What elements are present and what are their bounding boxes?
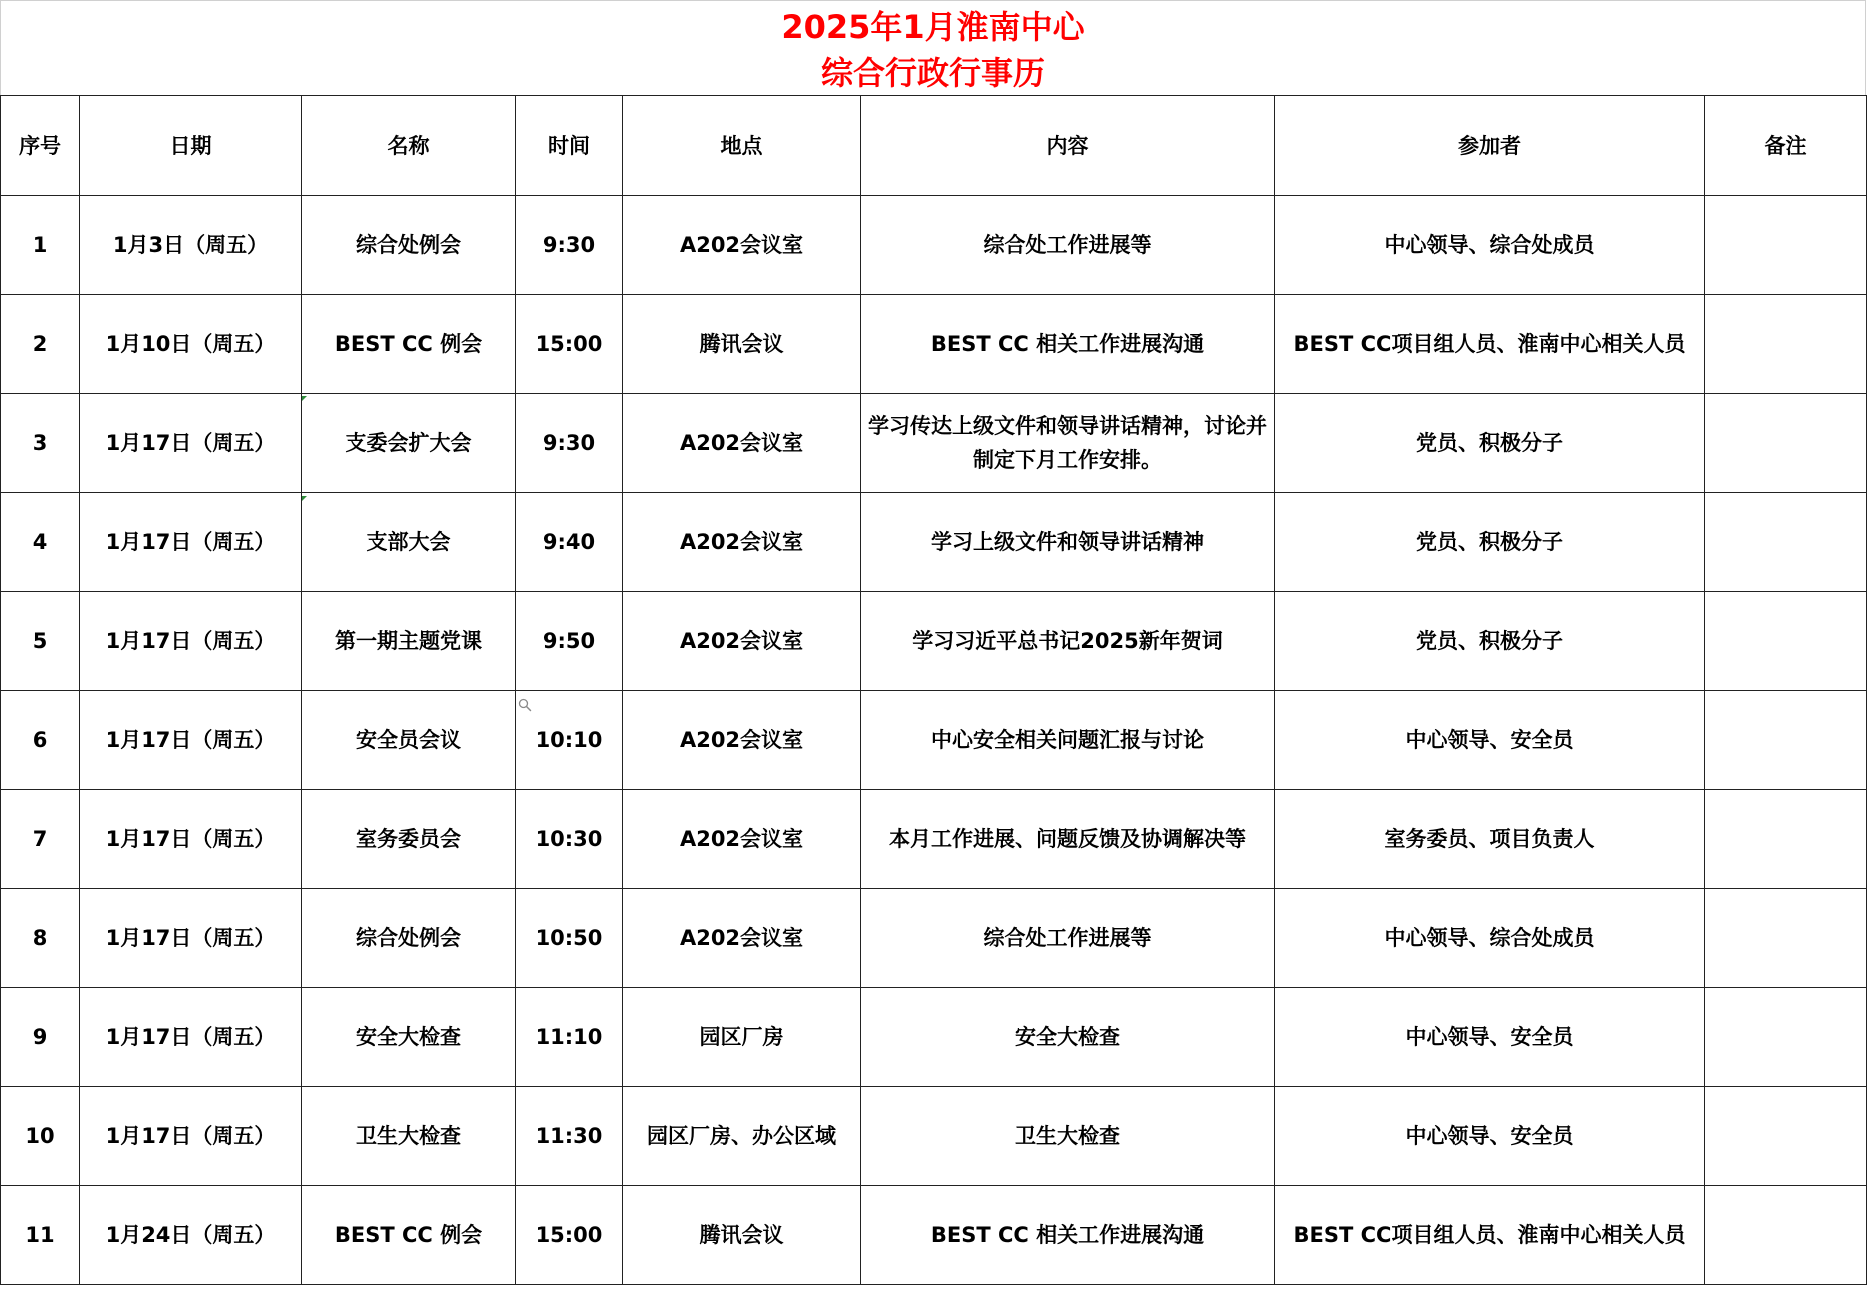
table-row xyxy=(1,592,1867,691)
header-col-index[interactable]: 序号 xyxy=(1,96,80,196)
cell-col-date[interactable]: 1月17日（周五） xyxy=(80,988,302,1087)
cell-col-index[interactable]: 7 xyxy=(1,790,80,889)
cell-col-location[interactable]: 园区厂房、办公区域 xyxy=(623,1087,861,1186)
cell-col-name[interactable]: 支部大会 xyxy=(302,493,516,592)
cell-col-date[interactable]: 1月17日（周五） xyxy=(80,889,302,988)
comment-marker-icon[interactable] xyxy=(302,396,307,401)
header-col-date[interactable]: 日期 xyxy=(80,96,302,196)
title-line-2: 综合行政行事历 xyxy=(820,54,1045,92)
header-col-time[interactable]: 时间 xyxy=(516,96,623,196)
cell-col-time[interactable]: 15:00 xyxy=(516,295,623,394)
title-line-1: 2025年1月淮南中心 xyxy=(781,8,1085,46)
cell-col-time[interactable]: 9:30 xyxy=(516,394,623,493)
cell-col-index[interactable]: 4 xyxy=(1,493,80,592)
cell-col-date[interactable]: 1月3日（周五） xyxy=(80,196,302,295)
cell-col-notes[interactable] xyxy=(1705,889,1867,988)
cell-col-date[interactable]: 1月17日（周五） xyxy=(80,394,302,493)
cell-col-name[interactable]: 卫生大检查 xyxy=(302,1087,516,1186)
cell-col-participants[interactable]: 室务委员、项目负责人 xyxy=(1275,790,1705,889)
table-row xyxy=(1,493,1867,592)
cell-col-content[interactable]: 综合处工作进展等 xyxy=(861,196,1275,295)
cell-col-location[interactable]: 园区厂房 xyxy=(623,988,861,1087)
cell-col-location[interactable]: A202会议室 xyxy=(623,790,861,889)
table-row xyxy=(1,196,1867,295)
table-row xyxy=(1,295,1867,394)
cell-col-location[interactable]: A202会议室 xyxy=(623,592,861,691)
comment-marker-icon[interactable] xyxy=(302,496,307,501)
cell-col-notes[interactable] xyxy=(1705,493,1867,592)
cell-col-participants[interactable]: 中心领导、安全员 xyxy=(1275,1087,1705,1186)
cell-col-time[interactable]: 9:50 xyxy=(516,592,623,691)
title-block xyxy=(0,0,1866,95)
header-col-participants[interactable]: 参加者 xyxy=(1275,96,1705,196)
cell-col-participants[interactable]: BEST CC项目组人员、淮南中心相关人员 xyxy=(1275,295,1705,394)
cell-col-time[interactable]: 11:30 xyxy=(516,1087,623,1186)
cell-col-date[interactable]: 1月17日（周五） xyxy=(80,691,302,790)
cell-col-location[interactable]: A202会议室 xyxy=(623,691,861,790)
cell-col-name[interactable]: 综合处例会 xyxy=(302,889,516,988)
cell-col-content[interactable]: 综合处工作进展等 xyxy=(861,889,1275,988)
cell-col-notes[interactable] xyxy=(1705,196,1867,295)
table-row xyxy=(1,1186,1867,1285)
cell-col-date[interactable]: 1月17日（周五） xyxy=(80,1087,302,1186)
cell-col-time[interactable]: 10:30 xyxy=(516,790,623,889)
cell-col-index[interactable]: 6 xyxy=(1,691,80,790)
cell-col-name[interactable]: 安全员会议 xyxy=(302,691,516,790)
cell-col-location[interactable]: A202会议室 xyxy=(623,493,861,592)
header-row xyxy=(1,96,1867,196)
cell-col-location[interactable]: 腾讯会议 xyxy=(623,1186,861,1285)
cell-col-notes[interactable] xyxy=(1705,790,1867,889)
cell-col-time[interactable]: 11:10 xyxy=(516,988,623,1087)
header-col-name[interactable]: 名称 xyxy=(302,96,516,196)
cell-col-location[interactable]: A202会议室 xyxy=(623,889,861,988)
cell-col-participants[interactable]: 党员、积极分子 xyxy=(1275,394,1705,493)
table-row xyxy=(1,1087,1867,1186)
cell-col-name[interactable]: 综合处例会 xyxy=(302,196,516,295)
cell-col-time[interactable]: 10:10 xyxy=(516,691,623,790)
cell-col-content[interactable]: 本月工作进展、问题反馈及协调解决等 xyxy=(861,790,1275,889)
table-row xyxy=(1,790,1867,889)
header-col-notes[interactable]: 备注 xyxy=(1705,96,1867,196)
cell-col-date[interactable]: 1月17日（周五） xyxy=(80,790,302,889)
cell-col-location[interactable]: A202会议室 xyxy=(623,196,861,295)
cell-col-content[interactable]: 中心安全相关问题汇报与讨论 xyxy=(861,691,1275,790)
table-row xyxy=(1,691,1867,790)
cell-col-time[interactable]: 10:50 xyxy=(516,889,623,988)
cell-col-index[interactable]: 11 xyxy=(1,1186,80,1285)
cell-col-notes[interactable] xyxy=(1705,1186,1867,1285)
cell-col-index[interactable]: 3 xyxy=(1,394,80,493)
cell-col-notes[interactable] xyxy=(1705,691,1867,790)
cell-col-name[interactable]: 第一期主题党课 xyxy=(302,592,516,691)
cell-col-notes[interactable] xyxy=(1705,1087,1867,1186)
table-row xyxy=(1,394,1867,493)
cell-col-participants[interactable]: 党员、积极分子 xyxy=(1275,493,1705,592)
cell-col-index[interactable]: 10 xyxy=(1,1087,80,1186)
cell-col-date[interactable]: 1月24日（周五） xyxy=(80,1186,302,1285)
header-col-location[interactable]: 地点 xyxy=(623,96,861,196)
cell-col-notes[interactable] xyxy=(1705,394,1867,493)
cell-col-index[interactable]: 5 xyxy=(1,592,80,691)
cell-col-participants[interactable]: 中心领导、综合处成员 xyxy=(1275,196,1705,295)
cell-col-participants[interactable]: 中心领导、安全员 xyxy=(1275,691,1705,790)
cell-col-index[interactable]: 8 xyxy=(1,889,80,988)
cell-col-location[interactable]: 腾讯会议 xyxy=(623,295,861,394)
cell-col-content[interactable]: 卫生大检查 xyxy=(861,1087,1275,1186)
table-row xyxy=(1,889,1867,988)
cell-col-content[interactable]: 学习习近平总书记2025新年贺词 xyxy=(861,592,1275,691)
cell-col-notes[interactable] xyxy=(1705,988,1867,1087)
cell-col-time[interactable]: 15:00 xyxy=(516,1186,623,1285)
cell-col-index[interactable]: 2 xyxy=(1,295,80,394)
cell-col-participants[interactable]: 中心领导、安全员 xyxy=(1275,988,1705,1087)
cell-col-notes[interactable] xyxy=(1705,295,1867,394)
cell-col-index[interactable]: 9 xyxy=(1,988,80,1087)
cell-col-index[interactable]: 1 xyxy=(1,196,80,295)
schedule-table xyxy=(0,95,1867,1285)
cell-col-name[interactable]: BEST CC 例会 xyxy=(302,1186,516,1285)
cell-col-content[interactable]: BEST CC 相关工作进展沟通 xyxy=(861,1186,1275,1285)
table-row xyxy=(1,988,1867,1087)
cell-col-date[interactable]: 1月17日（周五） xyxy=(80,493,302,592)
cell-col-date[interactable]: 1月10日（周五） xyxy=(80,295,302,394)
cell-col-content[interactable]: 安全大检查 xyxy=(861,988,1275,1087)
cell-col-time[interactable]: 9:40 xyxy=(516,493,623,592)
cell-col-name[interactable]: 安全大检查 xyxy=(302,988,516,1087)
cell-col-name[interactable]: BEST CC 例会 xyxy=(302,295,516,394)
magnifier-icon[interactable] xyxy=(518,698,532,712)
cell-col-location[interactable]: A202会议室 xyxy=(623,394,861,493)
cell-col-participants[interactable]: BEST CC项目组人员、淮南中心相关人员 xyxy=(1275,1186,1705,1285)
header-col-content[interactable]: 内容 xyxy=(861,96,1275,196)
cell-col-name[interactable]: 室务委员会 xyxy=(302,790,516,889)
cell-col-date[interactable]: 1月17日（周五） xyxy=(80,592,302,691)
cell-col-time[interactable]: 9:30 xyxy=(516,196,623,295)
cell-col-content[interactable]: BEST CC 相关工作进展沟通 xyxy=(861,295,1275,394)
cell-col-name[interactable]: 支委会扩大会 xyxy=(302,394,516,493)
cell-col-notes[interactable] xyxy=(1705,592,1867,691)
cell-col-participants[interactable]: 中心领导、综合处成员 xyxy=(1275,889,1705,988)
cell-col-content[interactable]: 学习上级文件和领导讲话精神 xyxy=(861,493,1275,592)
table-body xyxy=(1,196,1867,1285)
cell-col-content[interactable]: 学习传达上级文件和领导讲话精神，讨论并制定下月工作安排。 xyxy=(861,394,1275,493)
cell-col-participants[interactable]: 党员、积极分子 xyxy=(1275,592,1705,691)
